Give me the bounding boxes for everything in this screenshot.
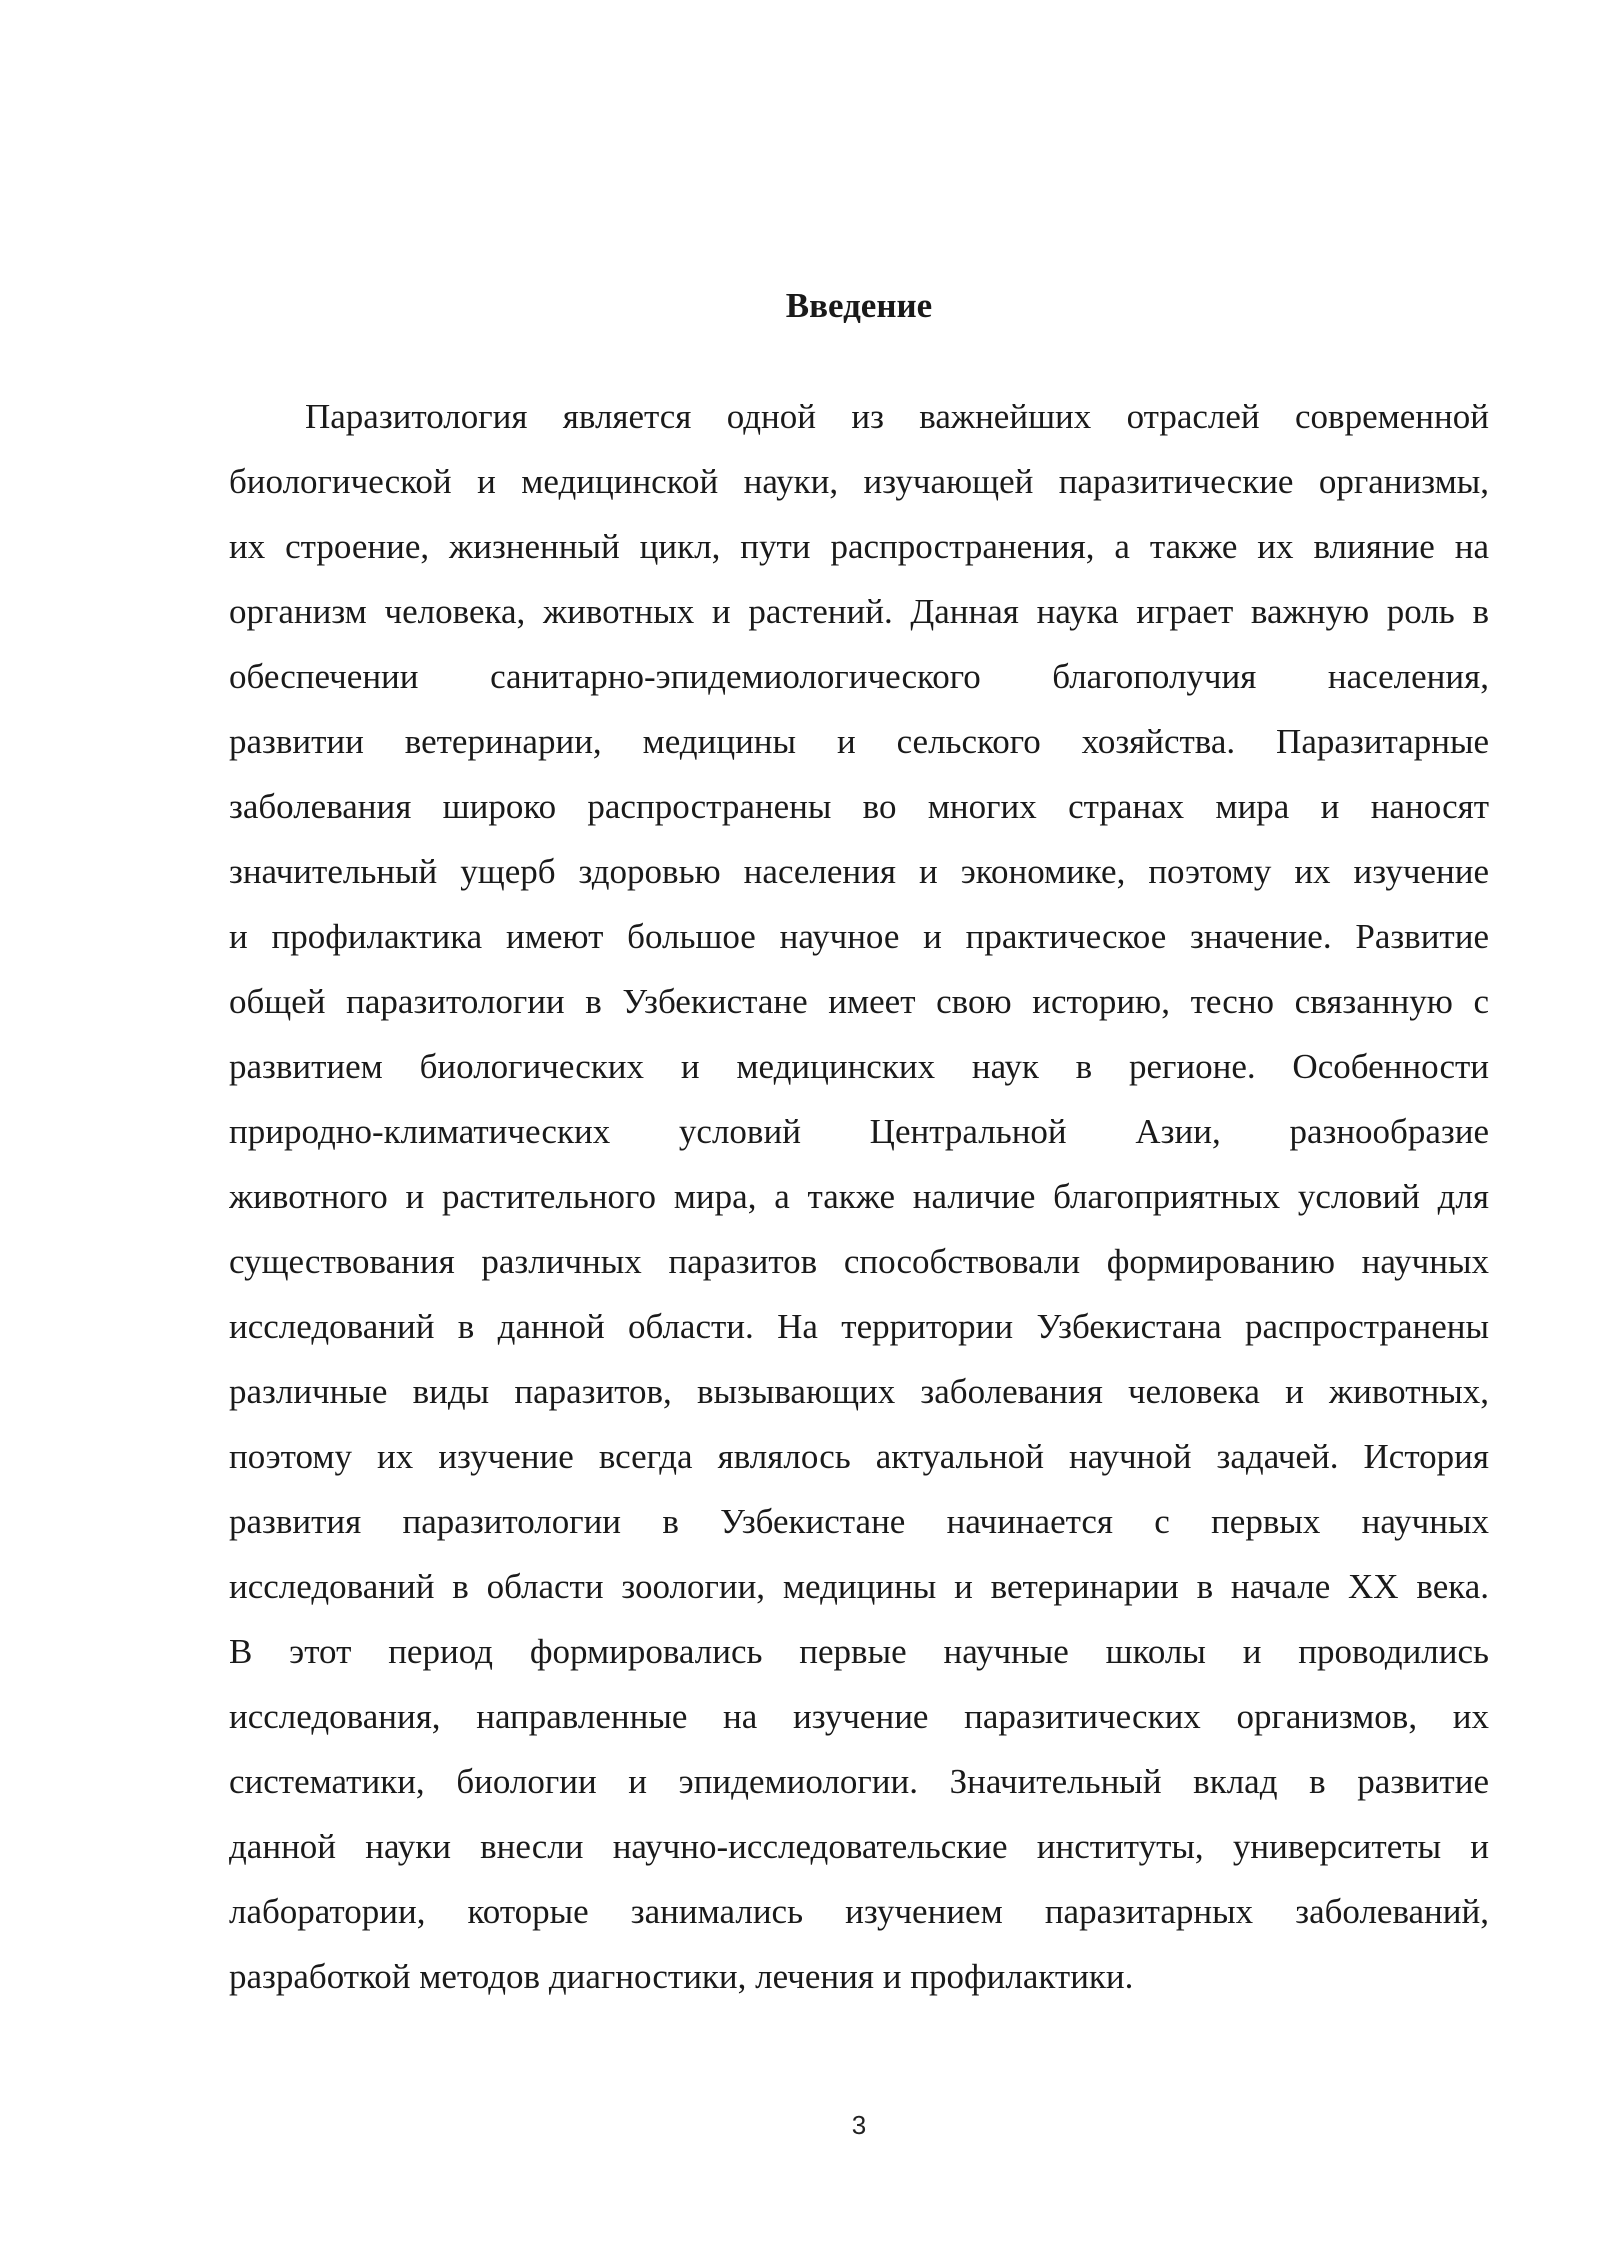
paragraph-line: В этот период формировались первые научные школы и проводились <box>229 1632 1489 1671</box>
paragraph-line: заболевания широко распространены во многих странах мира и наносят <box>229 787 1489 826</box>
paragraph-line: развитии ветеринарии, медицины и сельского хозяйства. Паразитарные <box>229 722 1489 761</box>
paragraph-line: исследований в области зоологии, медицины и ветеринарии в начале XX века. <box>229 1567 1489 1606</box>
paragraph-line: Паразитология является одной из важнейших отраслей современной <box>305 397 1489 436</box>
paragraph-line: биологической и медицинской науки, изучающей паразитические организмы, <box>229 462 1489 501</box>
paragraph-line: существования различных паразитов способствовали формированию научных <box>229 1242 1489 1281</box>
paragraph-line: различные виды паразитов, вызывающих заболевания человека и животных, <box>229 1372 1489 1411</box>
paragraph-line: лаборатории, которые занимались изучением паразитарных заболеваний, <box>229 1892 1489 1931</box>
paragraph-line: их строение, жизненный цикл, пути распространения, а также их влияние на <box>229 527 1489 566</box>
paragraph-line: организм человека, животных и растений. Данная наука играет важную роль в <box>229 592 1489 631</box>
paragraph-line: данной науки внесли научно-исследовательские институты, университеты и <box>229 1827 1489 1866</box>
paragraph-line: и профилактика имеют большое научное и практическое значение. Развитие <box>229 917 1489 956</box>
paragraph-line: развитием биологических и медицинских наук в регионе. Особенности <box>229 1047 1489 1086</box>
paragraph-line: обеспечении санитарно-эпидемиологического благополучия населения, <box>229 657 1489 696</box>
paragraph-line: исследований в данной области. На территории Узбекистана распространены <box>229 1307 1489 1346</box>
page-number: 3 <box>851 2110 867 2140</box>
paragraph-line: общей паразитологии в Узбекистане имеет свою историю, тесно связанную с <box>229 982 1489 1021</box>
paragraph-line: значительный ущерб здоровью населения и экономике, поэтому их изучение <box>229 852 1489 891</box>
paragraph-line: исследования, направленные на изучение паразитических организмов, их <box>229 1697 1489 1736</box>
body-paragraph <box>229 384 1489 2009</box>
paragraph-line: природно-климатических условий Центральной Азии, разнообразие <box>229 1112 1489 1151</box>
page-title: Введение <box>785 286 933 325</box>
paragraph-line: поэтому их изучение всегда являлось актуальной научной задачей. История <box>229 1437 1489 1476</box>
paragraph-line: развития паразитологии в Узбекистане начинается с первых научных <box>229 1502 1489 1541</box>
paragraph-line: животного и растительного мира, а также наличие благоприятных условий для <box>229 1177 1489 1216</box>
paragraph-line: систематики, биологии и эпидемиологии. Значительный вклад в развитие <box>229 1762 1489 1801</box>
paragraph-line: разработкой методов диагностики, лечения и профилактики. <box>229 1957 1134 1996</box>
